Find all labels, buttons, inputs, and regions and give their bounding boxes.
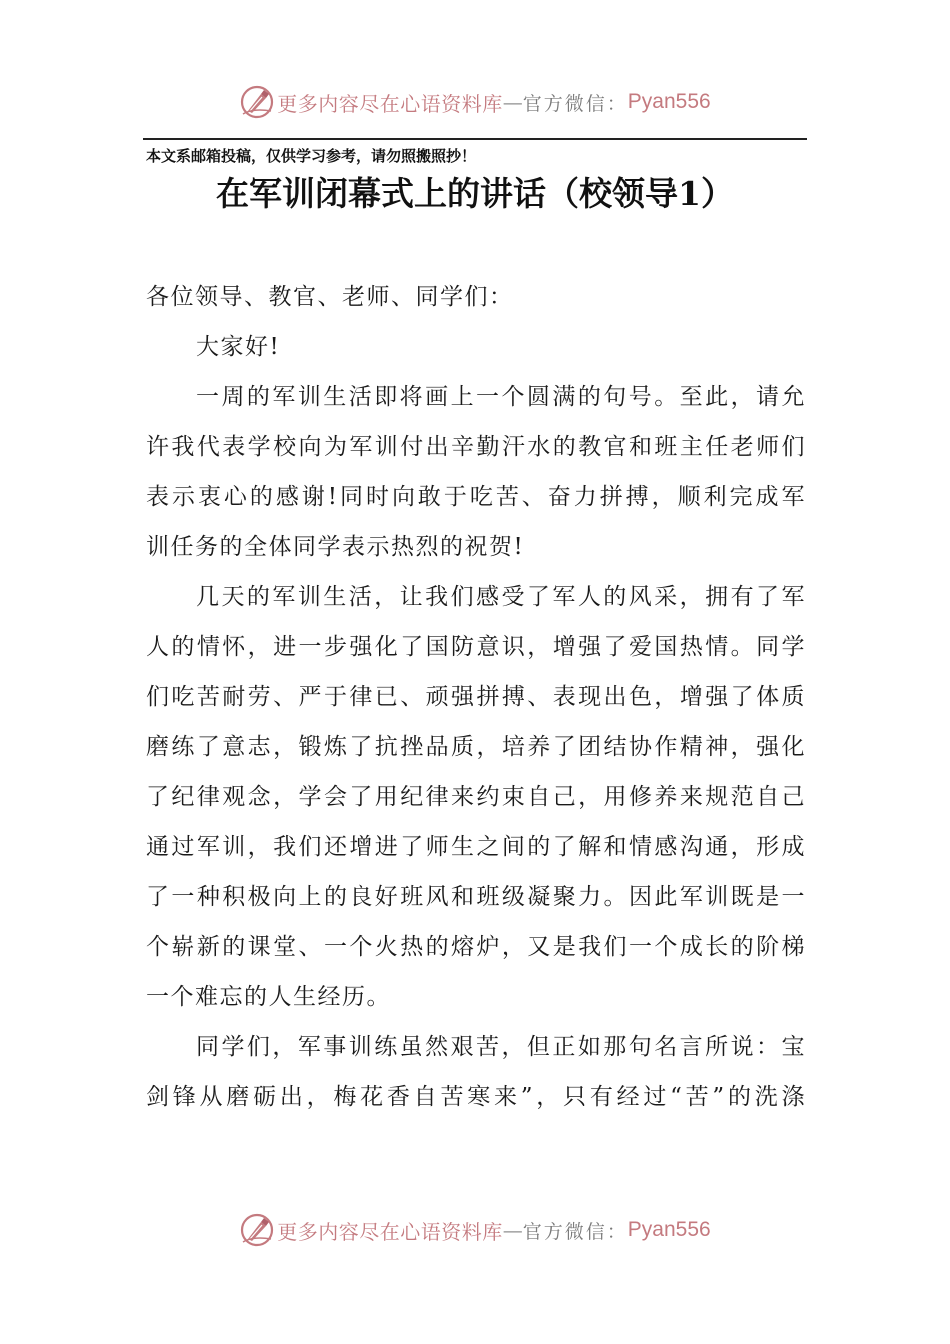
- brand-separator: —: [502, 90, 523, 114]
- body-line: 几天的军训生活，让我们感受了军人的风采，拥有了军: [196, 584, 806, 610]
- greeting-line: 大家好!: [196, 334, 281, 360]
- body-line: 表示衷心的感谢!同时向敢于吃苦、奋力拼搏，顺利完成军: [146, 484, 806, 510]
- pen-nib-logo-icon: [239, 1212, 275, 1248]
- body-line: 们吃苦耐劳、严于律已、顽强拼搏、表现出色，增强了体质: [146, 684, 806, 710]
- footer-watermark: [0, 1210, 950, 1250]
- brand-wechat-label: 官方微信：: [522, 92, 628, 115]
- body-line: 许我代表学校向为军训付出辛勤汗水的教官和班主任老师们: [146, 434, 806, 460]
- brand-separator: —: [502, 1218, 523, 1242]
- pen-nib-logo-icon: [239, 84, 275, 120]
- brand-wechat-id: Pyan556: [627, 1218, 711, 1241]
- header-divider: [143, 138, 807, 140]
- body-line: 了纪律观念，学会了用纪律来约束自己，用修养来规范自己: [146, 784, 806, 810]
- brand-name: 更多内容尽在心语资料库: [277, 91, 503, 116]
- brand-name: 更多内容尽在心语资料库: [277, 1219, 503, 1244]
- body-line: 剑锋从磨砺出，梅花香自苦寒来”，只有经过“苦”的洗涤: [146, 1084, 806, 1110]
- brand-wechat-label: 官方微信：: [522, 1220, 628, 1243]
- salutation-line: 各位领导、教官、老师、同学们：: [146, 284, 514, 310]
- body-line: 磨练了意志，锻炼了抗挫品质，培养了团结协作精神，强化: [146, 734, 806, 760]
- body-line: 了一种积极向上的良好班风和班级凝聚力。因此军训既是一: [146, 884, 806, 910]
- header-watermark: [0, 82, 950, 122]
- body-line: 通过军训，我们还增进了师生之间的了解和情感沟通，形成: [146, 834, 806, 860]
- body-line: 训任务的全体同学表示热烈的祝贺!: [146, 534, 525, 560]
- submission-notice: 本文系邮箱投稿，仅供学习参考，请勿照搬照抄！: [146, 147, 477, 165]
- body-line: 一个难忘的人生经历。: [146, 984, 391, 1010]
- body-line: 一周的军训生活即将画上一个圆满的句号。至此，请允: [196, 384, 806, 410]
- body-line: 个崭新的课堂、一个火热的熔炉，又是我们一个成长的阶梯: [146, 934, 806, 960]
- document-title: 在军训闭幕式上的讲话（校领导1）: [216, 174, 734, 213]
- body-line: 同学们，军事训练虽然艰苦，但正如那句名言所说：宝: [196, 1034, 806, 1060]
- brand-wechat-id: Pyan556: [627, 90, 711, 113]
- document-body: [146, 272, 806, 1122]
- body-line: 人的情怀，进一步强化了国防意识，增强了爱国热情。同学: [146, 634, 806, 660]
